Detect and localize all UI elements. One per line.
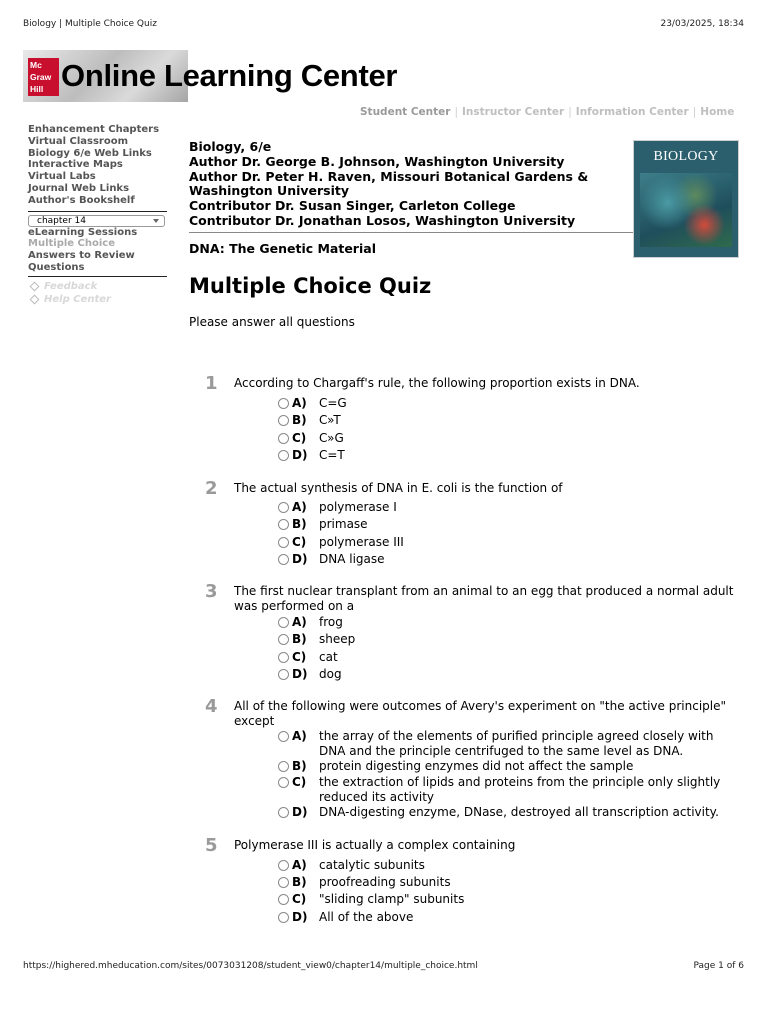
question-1 xyxy=(205,373,735,466)
choice-a[interactable] xyxy=(278,396,738,413)
choice-label: C) xyxy=(292,535,307,549)
choice-d[interactable] xyxy=(278,552,738,569)
choice-b[interactable] xyxy=(278,413,738,430)
sidebar-link-enhancement-chapters[interactable]: Enhancement Chapters xyxy=(28,124,160,135)
radio-button[interactable] xyxy=(278,652,289,663)
book-author: Author Dr. Peter H. Raven, Missouri Botanical Gardens & Washington University xyxy=(189,168,589,199)
choice-text: protein digesting enzymes did not affect the sample xyxy=(319,759,634,773)
choice-label: A) xyxy=(292,500,307,514)
radio-button[interactable] xyxy=(278,415,289,426)
choice-a[interactable] xyxy=(278,615,738,632)
choice-label: B) xyxy=(292,517,307,531)
question-number: 2 xyxy=(205,478,218,499)
logo-line: Graw xyxy=(30,72,52,82)
radio-button[interactable] xyxy=(278,450,289,461)
book-contributor: Contributor Dr. Susan Singer, Carleton College xyxy=(189,198,516,214)
chapter-title: DNA: The Genetic Material xyxy=(189,241,376,256)
choice-text: frog xyxy=(319,615,343,629)
print-url: https://highered.mheducation.com/sites/0073031208/student_view0/chapter14/multiple_choice.html xyxy=(23,961,478,971)
question-text: The actual synthesis of DNA in E. coli is the function of xyxy=(234,481,563,495)
question-2 xyxy=(205,478,735,571)
choice-d[interactable] xyxy=(278,667,738,684)
nav-instructor-center[interactable]: Instructor Center xyxy=(462,106,565,118)
quiz-instruction: Please answer all questions xyxy=(189,315,355,329)
radio-button[interactable] xyxy=(278,519,289,530)
choice-text: C=G xyxy=(319,396,347,410)
choice-label: B) xyxy=(292,875,307,889)
sidebar-link-journal-web-links[interactable]: Journal Web Links xyxy=(28,182,130,194)
question-text: All of the following were outcomes of Avery's experiment on "the active principle" except xyxy=(234,699,726,728)
choice-label: C) xyxy=(292,892,307,906)
radio-button[interactable] xyxy=(278,761,289,772)
diamond-icon xyxy=(30,294,40,304)
sidebar-link-web-links[interactable]: Biology 6/e Web Links xyxy=(28,147,152,159)
book-contributor: Contributor Dr. Jonathan Losos, Washington University xyxy=(189,212,576,228)
choice-label: B) xyxy=(292,632,307,646)
question-3 xyxy=(205,581,735,686)
choice-text: All of the above xyxy=(319,910,414,924)
mcgraw-hill-logo[interactable] xyxy=(28,58,59,96)
radio-button[interactable] xyxy=(278,860,289,871)
sidebar-link-elearning-sessions[interactable]: eLearning Sessions xyxy=(28,226,138,238)
print-page-title: Biology | Multiple Choice Quiz xyxy=(23,19,157,29)
chapter-select[interactable]: chapter 14 xyxy=(28,215,165,227)
radio-button[interactable] xyxy=(278,777,289,788)
radio-button[interactable] xyxy=(278,398,289,409)
choice-a[interactable] xyxy=(278,500,738,517)
choice-text: dog xyxy=(319,667,342,681)
choice-label: A) xyxy=(292,729,307,743)
choice-c[interactable] xyxy=(278,431,738,448)
radio-button[interactable] xyxy=(278,731,289,742)
sidebar-divider xyxy=(28,276,167,277)
choice-c[interactable] xyxy=(278,892,738,909)
sidebar-link-multiple-choice[interactable]: Multiple Choice xyxy=(28,238,116,250)
question-number: 4 xyxy=(205,696,218,717)
nav-separator: | xyxy=(568,106,572,118)
cover-title: BIOLOGY xyxy=(634,149,738,165)
logo-line: Mc xyxy=(30,60,42,70)
site-title: Online Learning Center xyxy=(61,58,398,93)
nav-information-center[interactable]: Information Center xyxy=(575,106,689,118)
choice-text: the array of the elements of purified principle agreed closely with DNA and the principle centrifuged to the same level as DNA. xyxy=(319,729,714,758)
choice-text: "sliding clamp" subunits xyxy=(319,892,465,906)
top-navigation xyxy=(360,106,734,118)
sidebar xyxy=(28,124,167,306)
cover-art xyxy=(640,173,732,247)
radio-button[interactable] xyxy=(278,634,289,645)
page-title: Multiple Choice Quiz xyxy=(189,274,432,298)
choice-text: sheep xyxy=(319,632,356,646)
choice-label: D) xyxy=(292,552,308,566)
choice-a[interactable] xyxy=(278,729,738,759)
choice-label: D) xyxy=(292,667,308,681)
choice-text: C»G xyxy=(319,431,344,445)
choice-d[interactable] xyxy=(278,910,738,927)
print-datetime: 23/03/2025, 18:34 xyxy=(660,19,744,29)
choice-label: C) xyxy=(292,775,307,789)
choice-a[interactable] xyxy=(278,858,738,875)
choice-b[interactable] xyxy=(278,759,738,776)
radio-button[interactable] xyxy=(278,617,289,628)
radio-button[interactable] xyxy=(278,807,289,818)
logo-line: Hill xyxy=(30,84,44,94)
question-number: 3 xyxy=(205,581,218,602)
book-author: Author Dr. George B. Johnson, Washington University xyxy=(189,153,565,169)
choice-b[interactable] xyxy=(278,632,738,649)
choice-label: C) xyxy=(292,650,307,664)
choice-text: DNA ligase xyxy=(319,552,385,566)
question-4 xyxy=(205,696,735,824)
book-info xyxy=(189,140,629,229)
radio-button[interactable] xyxy=(278,912,289,923)
radio-button[interactable] xyxy=(278,433,289,444)
choice-text: C=T xyxy=(319,448,345,462)
radio-button[interactable] xyxy=(278,537,289,548)
choice-label: A) xyxy=(292,858,307,872)
question-text: According to Chargaff's rule, the following proportion exists in DNA. xyxy=(234,376,640,390)
choice-text: polymerase I xyxy=(319,500,397,514)
site-banner xyxy=(23,50,473,102)
choice-c[interactable] xyxy=(278,535,738,552)
choice-d[interactable] xyxy=(278,805,738,822)
choice-label: D) xyxy=(292,805,308,819)
feedback-label: Feedback xyxy=(44,280,98,292)
choice-label: C) xyxy=(292,431,307,445)
sidebar-link-virtual-labs[interactable]: Virtual Labs xyxy=(28,171,96,183)
question-text: The first nuclear transplant from an animal to an egg that produced a normal adult was performed on a xyxy=(234,584,734,613)
choice-text: C»T xyxy=(319,413,341,427)
sidebar-link-review-answers[interactable]: Answers to Review Questions xyxy=(28,250,135,273)
question-5 xyxy=(205,835,735,928)
question-number: 1 xyxy=(205,373,218,394)
choice-label: D) xyxy=(292,910,308,924)
choice-c[interactable] xyxy=(278,775,738,805)
choice-text: polymerase III xyxy=(319,535,404,549)
help-center-label: Help Center xyxy=(44,293,111,305)
nav-separator: | xyxy=(454,106,459,118)
question-text: Polymerase III is actually a complex containing xyxy=(234,838,516,852)
radio-button[interactable] xyxy=(278,877,289,888)
sidebar-link-feedback[interactable] xyxy=(28,280,167,293)
sidebar-link-interactive-maps[interactable]: Interactive Maps xyxy=(28,159,123,171)
choice-text: primase xyxy=(319,517,368,531)
choice-text: the extraction of lipids and proteins from the principle only slightly reduced its activity xyxy=(319,775,721,804)
choice-c[interactable] xyxy=(278,650,738,667)
choice-b[interactable] xyxy=(278,517,738,534)
nav-student-center[interactable]: Student Center xyxy=(360,106,451,118)
choice-label: B) xyxy=(292,759,307,773)
question-number: 5 xyxy=(205,835,218,856)
radio-button[interactable] xyxy=(278,554,289,565)
choice-label: D) xyxy=(292,448,308,462)
choice-b[interactable] xyxy=(278,875,738,892)
sidebar-link-virtual-classroom[interactable]: Virtual Classroom xyxy=(28,135,128,147)
choice-d[interactable] xyxy=(278,448,738,465)
sidebar-divider xyxy=(28,211,167,212)
diamond-icon xyxy=(30,281,40,291)
radio-button[interactable] xyxy=(278,669,289,680)
radio-button[interactable] xyxy=(278,894,289,905)
choice-label: B) xyxy=(292,413,307,427)
choice-text: proofreading subunits xyxy=(319,875,451,889)
chapter-divider xyxy=(189,232,633,233)
book-cover-image xyxy=(633,140,739,258)
book-title: Biology, 6/e xyxy=(189,139,272,154)
choice-text: catalytic subunits xyxy=(319,858,425,872)
choice-label: A) xyxy=(292,396,307,410)
sidebar-link-authors-bookshelf[interactable]: Author's Bookshelf xyxy=(28,194,135,206)
print-page-number: Page 1 of 6 xyxy=(693,961,744,971)
choice-label: A) xyxy=(292,615,307,629)
choice-text: cat xyxy=(319,650,338,664)
radio-button[interactable] xyxy=(278,502,289,513)
sidebar-link-help-center[interactable] xyxy=(28,293,167,306)
choice-text: DNA-digesting enzyme, DNase, destroyed all transcription activity. xyxy=(319,805,719,819)
nav-home[interactable]: Home xyxy=(700,106,735,118)
nav-separator: | xyxy=(692,106,697,118)
